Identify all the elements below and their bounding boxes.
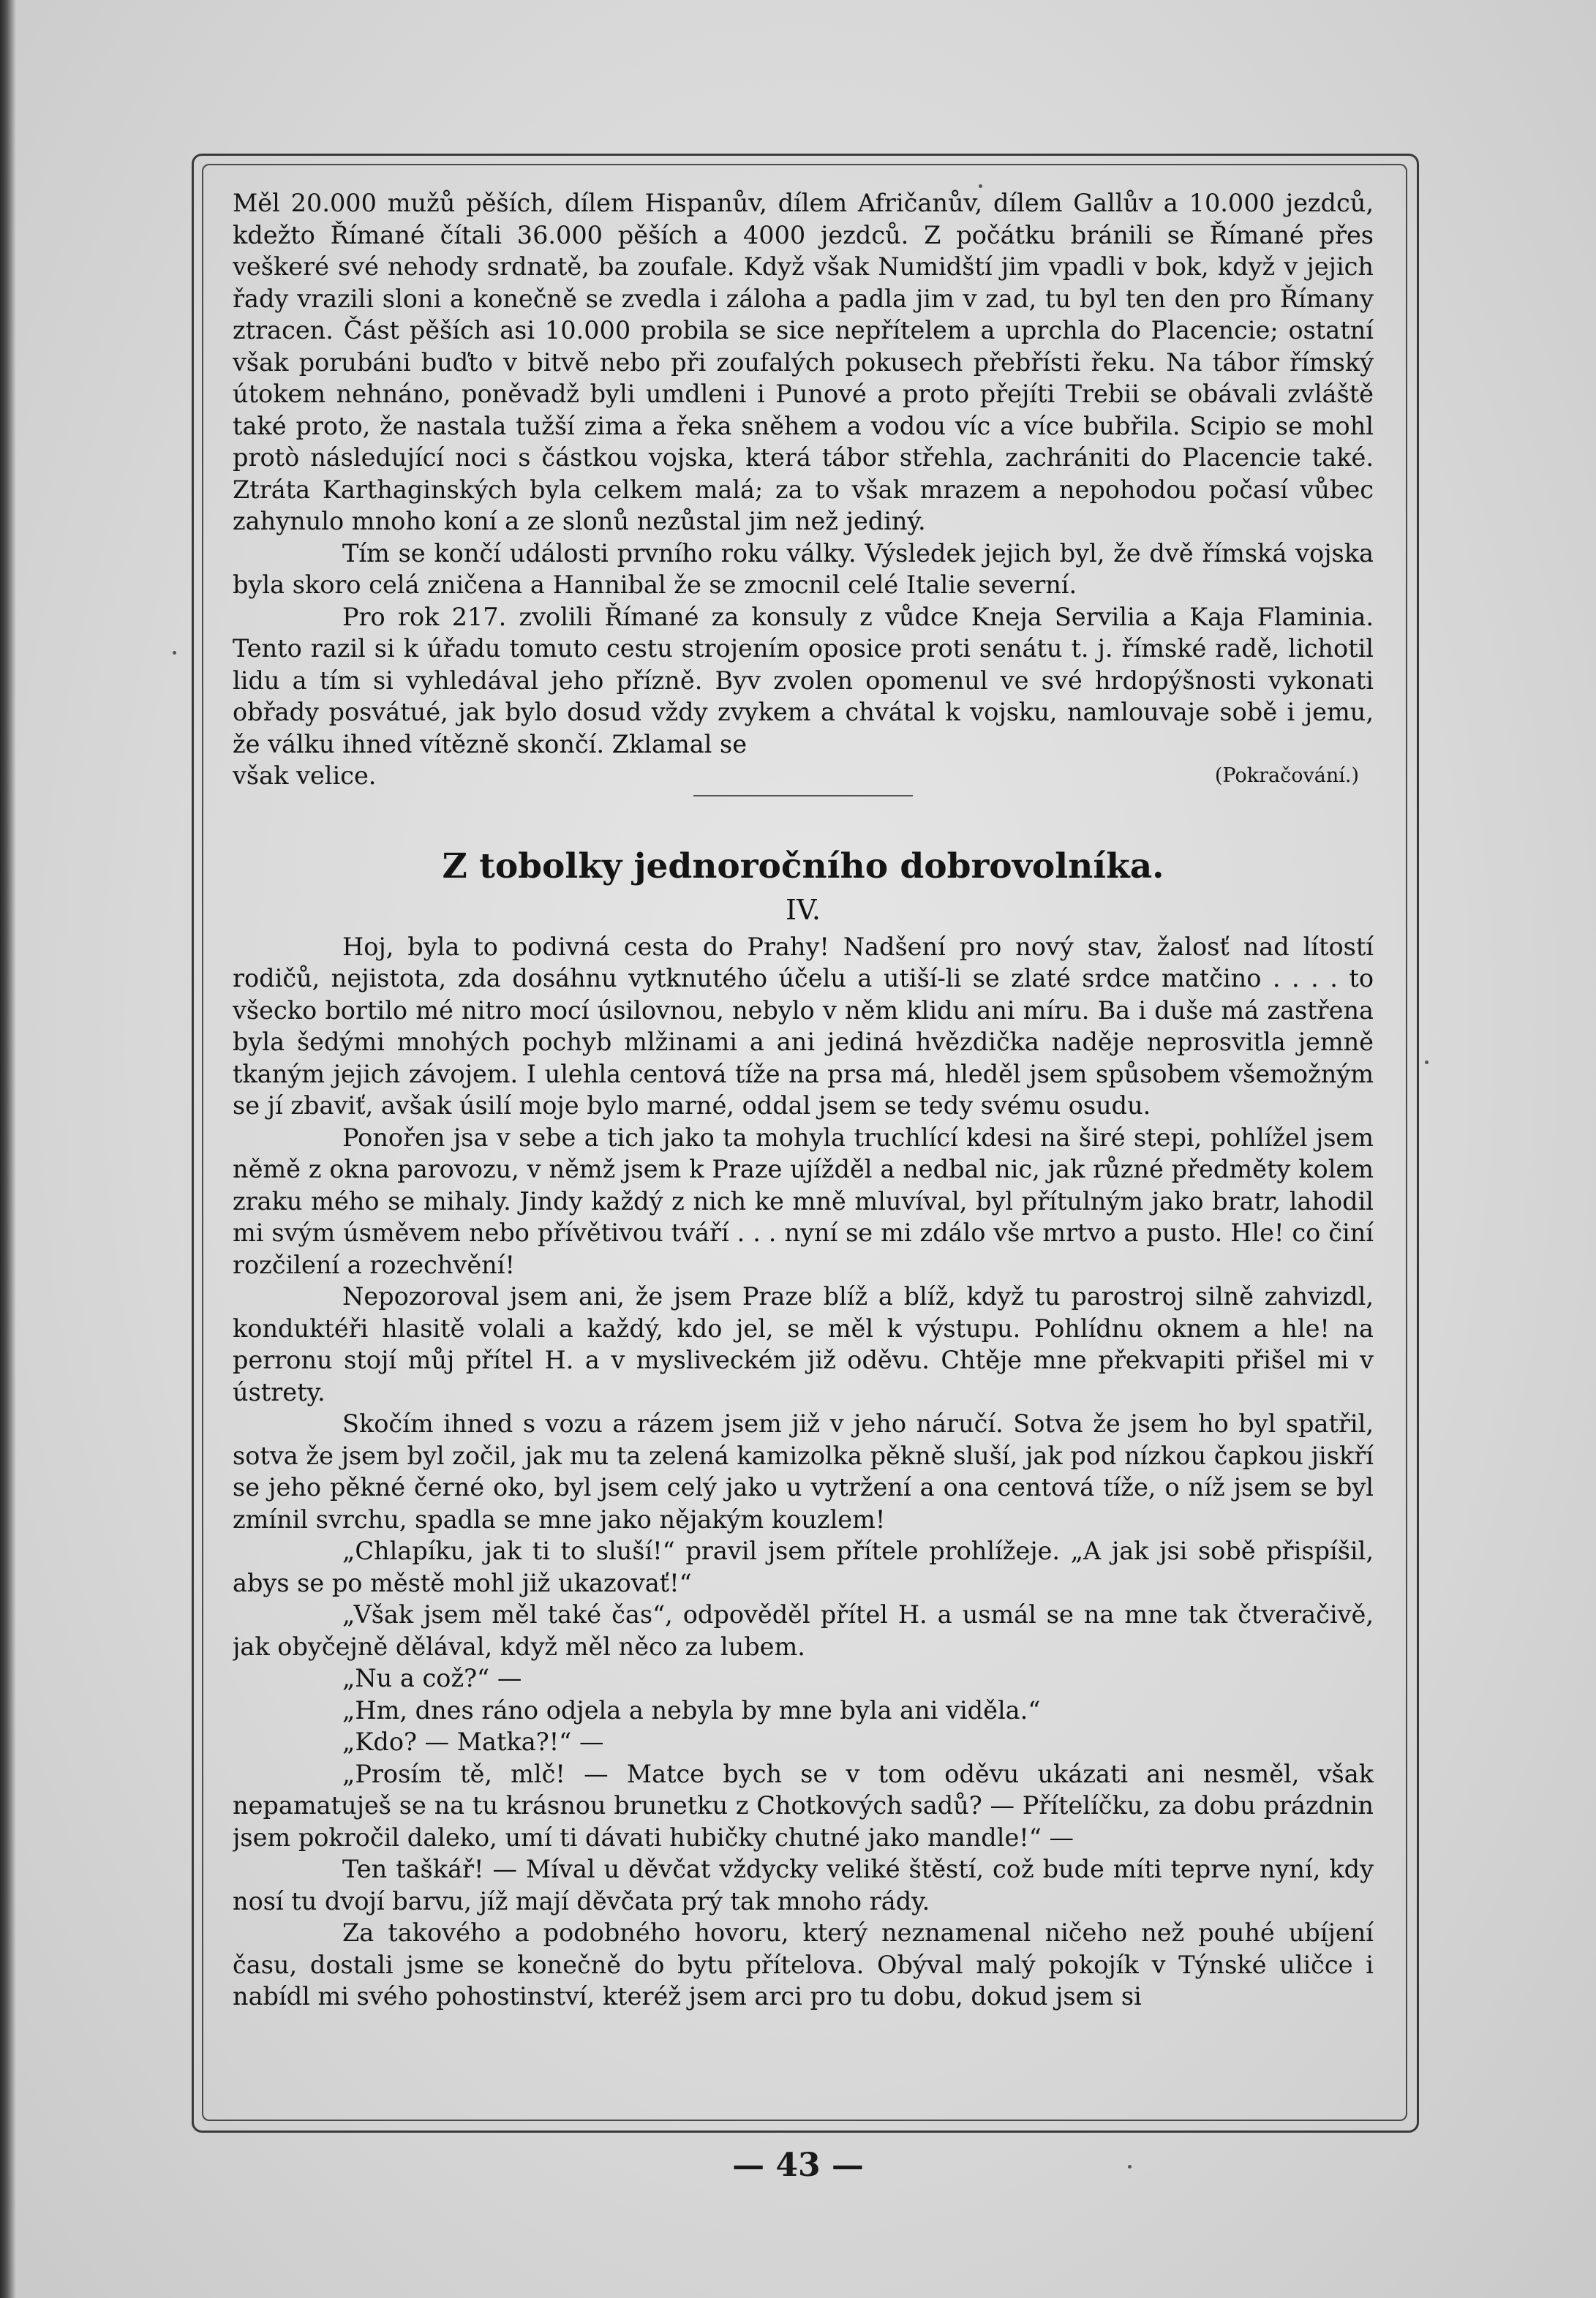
article-paragraph: Nepozoroval jsem ani, že jsem Praze blíž a blíž, když tu parostroj silně zahvizdl, konduktéři hlasitě volali a každý, kdo jel, se měl k výstupu. Pohlídnu oknem a hle! na perronu stojí můj přítel H. a v mysliveckém již oděvu. Chtěje mne překvapiti přišel mi v ústrety. [233, 1282, 1374, 1406]
article-paragraph: Hoj, byla to podivná cesta do Prahy! Nadšení pro nový stav, žalosť nad lítostí rodičů, nejistota, zda dosáhnu vytknutého účelu a utiší-li se zlaté srdce matčino . . . . to všecko bortilo mé nitro mocí úsilovnou, nebylo v něm klidu ani míru. Ba i duše má zastřena byla šedými mnohých pochyb mlžinami a ani jediná hvězdička naděje neprosvitla jemně tkaným jejich závojem. I ulehla centová tíže na prsa má, hleděl jsem spůsobem všemožným se jí zbaviť, avšak úsilí moje bylo marné, oddal jsem se tedy svému osudu. [233, 932, 1374, 1120]
article-paragraph: „Nu a což?“ — [342, 1664, 522, 1692]
page-number: — 43 — [732, 2147, 864, 2184]
article-part-number: IV. [786, 893, 821, 926]
history-paragraph-3: Pro rok 217. zvolili Římané za konsuly z vůdce Kneja Servilia a Kaja Flaminia. Tento razil si k úřadu tomuto cestu strojením oposice proti senátu t. j. římské radě, lichotil lidu a tím si vyhledával jeho přízně. Byv zvolen opomenul ve své hrdopýšnosti vykonati obřady posvátué, jak bylo dosud vždy zvykem a chvátal k vojsku, namlouvaje sobě i jemu, že válku ihned vítězně skončí. Zklamal se [233, 602, 1374, 758]
continued-note: (Pokračování.) [1214, 764, 1359, 787]
history-closing-text: však velice. [233, 761, 377, 790]
article-paragraph: Skočím ihned s vozu a rázem jsem již v jeho náručí. Sotva že jsem ho byl spatřil, sotva že jsem byl zočil, jak mu ta zelená kamizolka pěkně sluší, jak pod nízkou čapkou jiskří se jeho pěkné černé oko, byl jsem celý jako u vytržení a ona centová tíže, o níž jsem se byl zmínil svrchu, spadla se mne jako nějakým kouzlem! [233, 1409, 1374, 1534]
binding-edge [0, 0, 16, 2298]
print-speck [173, 651, 176, 655]
article-paragraph: Ponořen jsa v sebe a tich jako ta mohyla truchlící kdesi na širé stepi, pohlížel jsem němě z okna parovozu, v němž jsem k Praze ujížděl a nedbal nic, jak různé předměty kolem zraku mého se mihaly. Jindy každý z nich ke mně mluvíval, byl přítulným jako bratr, lahodil mi svým úsměvem nebo přívětivou tváří . . . nyní se mi zdálo vše mrtvo a pusto. Hle! co činí rozčilení a rozechvění! [233, 1123, 1374, 1279]
article-paragraph: „Prosím tě, mlč! — Matce bych se v tom oděvu ukázati ani nesměl, však nepamatuješ se na tu krásnou brunetku z Chotkových sadů? — Přítelíčku, za dobu prázdnin jsem pokročil daleko, umí ti dávati hubičky chutné jako mandle!“ — [233, 1759, 1374, 1852]
article-title: Z tobolky jednoročního dobrovolníka. [442, 845, 1164, 886]
history-last-line [233, 760, 1374, 792]
article-body [233, 931, 1374, 2013]
article-paragraph: „Hm, dnes ráno odjela a nebyla by mne byla ani viděla.“ [342, 1695, 1041, 1725]
article-paragraph: Ten taškář! — Míval u děvčat vždycky veliké štěstí, což bude míti teprve nyní, kdy nosí tu dvojí barvu, jíž mají děvčata prý tak mnoho rády. [233, 1855, 1374, 1915]
page-content [233, 187, 1374, 2103]
article-paragraph: „Však jsem měl také čas“, odpověděl přítel H. a usmál se na mne tak čtveračivě, jak obyčejně dělával, když měl něco za lubem. [233, 1600, 1374, 1661]
article-paragraph: Za takového a podobného hovoru, který neznamenal ničeho než pouhé ubíjení času, dostali jsme se konečně do bytu přítelova. Obýval malý pokojík v Týnské uličce i nabídl mi svého pohostinství, kteréž jsem arci pro tu dobu, dokud jsem si [233, 1918, 1374, 2011]
section-separator [693, 795, 913, 796]
history-paragraph-2: Tím se končí události prvního roku války. Výsledek jejich byl, že dvě římská vojska byla skoro celá zničena a Hannibal že se zmocnil celé Italie severní. [233, 538, 1374, 599]
history-paragraph-1: Měl 20.000 mužů pěších, dílem Hispanův, dílem Afričanův, dílem Gallův a 10.000 jezdců, kdežto Římané čítali 36.000 pěších a 4000 jezdců. Z počátku bránili se Římané přes veškeré své nehody srdnatě, ba zoufale. Když však Numidští jim vpadli v bok, když v jejich řady vrazili sloni a konečně se zvedla i záloha a padla jim v zad, tu byl ten den pro Římany ztracen. Část pěších asi 10.000 probila se sice nepřítelem a uprchla do Placencie; ostatní však porubáni buďto v bitvě nebo při zoufalých pokusech přebřísti řeku. Na tábor římský útokem nehnáno, poněvadž byli umdleni i Punové a proto přejíti Trebii se obávali zvláště také proto, že nastala tužší zima a řeka sněhem a vodou víc a více bubřila. Scipio se mohl protò následující noci s částkou vojska, která tábor střehla, zachrániti do Placencie také. Ztráta Karthaginských byla celkem malá; za to však mrazem a nepohodou počasí vůbec zahynulo mnoho koní a ze slonů nezůstal jim než jediný. [233, 189, 1374, 535]
print-speck [1425, 1061, 1429, 1064]
article-paragraph: „Chlapíku, jak ti to sluší!“ pravil jsem přítele prohlížeje. „A jak jsi sobě přispíšil, abys se po městě mohl již ukazovať!“ [233, 1537, 1374, 1597]
article-paragraph: „Kdo? — Matka?!“ — [342, 1728, 604, 1756]
history-section [233, 187, 1374, 792]
